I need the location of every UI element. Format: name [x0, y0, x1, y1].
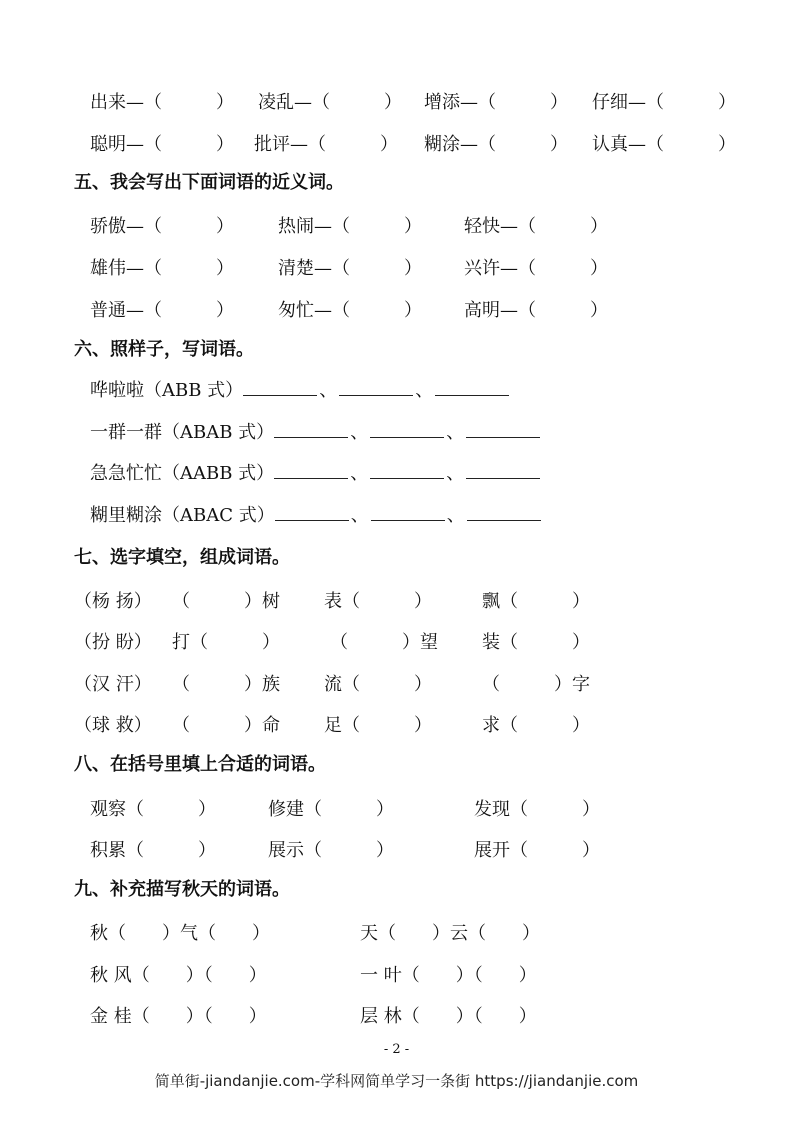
autumn-item: 天（ ）云（ ）	[360, 923, 540, 944]
footer-watermark: 简单街-jiandanjie.com-学科网简单学习一条街 https://jiandanjie.com	[154, 1072, 639, 1090]
separator: 、	[446, 505, 465, 526]
separator: 、	[446, 463, 465, 484]
char-options: （杨 扬）	[74, 591, 152, 612]
pattern-label: 糊里糊涂（ABAC 式）	[90, 505, 275, 526]
char-options: （扮 盼）	[74, 632, 152, 653]
answer-blank[interactable]	[274, 421, 348, 438]
fill-item: （ ）族	[172, 674, 280, 695]
separator: 、	[415, 380, 434, 401]
synonym-item: 普通—（ ）	[90, 300, 234, 321]
fill-item: 飘（ ）	[482, 591, 590, 612]
autumn-item: 秋 风（ ）（ ）	[90, 965, 267, 986]
phrase-item: 积累（ ）	[90, 840, 216, 861]
answer-blank[interactable]	[371, 504, 445, 521]
section-7-title: 七、选字填空，组成词语。	[74, 547, 290, 568]
fill-item: 求（ ）	[482, 715, 590, 736]
separator: 、	[350, 463, 369, 484]
antonym-item: 糊涂—（ ）	[424, 134, 568, 155]
section-6-title: 六、照样子，写词语。	[74, 339, 254, 360]
autumn-item: 一 叶（ ）（ ）	[360, 965, 537, 986]
fill-item: （ ）字	[482, 674, 590, 695]
antonym-item: 增添—（ ）	[424, 92, 568, 113]
synonym-item: 高明—（ ）	[464, 300, 608, 321]
fill-item: 足（ ）	[324, 715, 432, 736]
pattern-label: 急急忙忙（AABB 式）	[90, 463, 275, 484]
pattern-row-abab	[90, 421, 540, 445]
answer-blank[interactable]	[274, 462, 348, 479]
fill-item: （ ）望	[330, 632, 438, 653]
synonym-item: 热闹—（ ）	[278, 216, 422, 237]
answer-blank[interactable]	[370, 462, 444, 479]
synonym-item: 清楚—（ ）	[278, 258, 422, 279]
antonym-item: 批评—（ ）	[254, 134, 398, 155]
autumn-item: 金 桂（ ）（ ）	[90, 1006, 267, 1027]
fill-item: 打（ ）	[172, 632, 280, 653]
page-number: - 2 -	[383, 1042, 410, 1057]
answer-blank[interactable]	[275, 504, 349, 521]
pattern-row-aabb	[90, 462, 540, 486]
separator: 、	[350, 422, 369, 443]
answer-blank[interactable]	[467, 504, 541, 521]
synonym-item: 轻快—（ ）	[464, 216, 608, 237]
pattern-row-abb	[90, 379, 509, 403]
section-5-title: 五、我会写出下面词语的近义词。	[74, 172, 344, 193]
fill-item: （ ）命	[172, 715, 280, 736]
pattern-row-abac	[90, 504, 541, 528]
fill-item: 表（ ）	[324, 591, 432, 612]
separator: 、	[446, 422, 465, 443]
separator: 、	[319, 380, 338, 401]
separator: 、	[350, 505, 369, 526]
autumn-item: 秋（ ）气（ ）	[90, 923, 270, 944]
phrase-item: 观察（ ）	[90, 799, 216, 820]
phrase-item: 修建（ ）	[268, 799, 394, 820]
synonym-item: 匆忙—（ ）	[278, 300, 422, 321]
fill-item: 装（ ）	[482, 632, 590, 653]
fill-item: 流（ ）	[324, 674, 432, 695]
answer-blank[interactable]	[370, 421, 444, 438]
answer-blank[interactable]	[243, 379, 317, 396]
answer-blank[interactable]	[435, 379, 509, 396]
antonym-item: 凌乱—（ ）	[258, 92, 402, 113]
fill-item: （ ）树	[172, 591, 280, 612]
char-options: （汉 汗）	[74, 674, 152, 695]
autumn-item: 层 林（ ）（ ）	[360, 1006, 537, 1027]
antonym-item: 仔细—（ ）	[592, 92, 736, 113]
section-8-title: 八、在括号里填上合适的词语。	[74, 754, 326, 775]
section-9-title: 九、补充描写秋天的词语。	[74, 879, 290, 900]
char-options: （球 救）	[74, 715, 152, 736]
phrase-item: 展开（ ）	[474, 840, 600, 861]
answer-blank[interactable]	[466, 421, 540, 438]
synonym-item: 兴许—（ ）	[464, 258, 608, 279]
phrase-item: 发现（ ）	[474, 799, 600, 820]
antonym-item: 聪明—（ ）	[90, 134, 234, 155]
answer-blank[interactable]	[466, 462, 540, 479]
answer-blank[interactable]	[339, 379, 413, 396]
antonym-item: 出来—（ ）	[90, 92, 234, 113]
synonym-item: 骄傲—（ ）	[90, 216, 234, 237]
antonym-item: 认真—（ ）	[592, 134, 736, 155]
synonym-item: 雄伟—（ ）	[90, 258, 234, 279]
pattern-label: 哗啦啦（ABB 式）	[90, 380, 244, 401]
pattern-label: 一群一群（ABAB 式）	[90, 422, 275, 443]
phrase-item: 展示（ ）	[268, 840, 394, 861]
